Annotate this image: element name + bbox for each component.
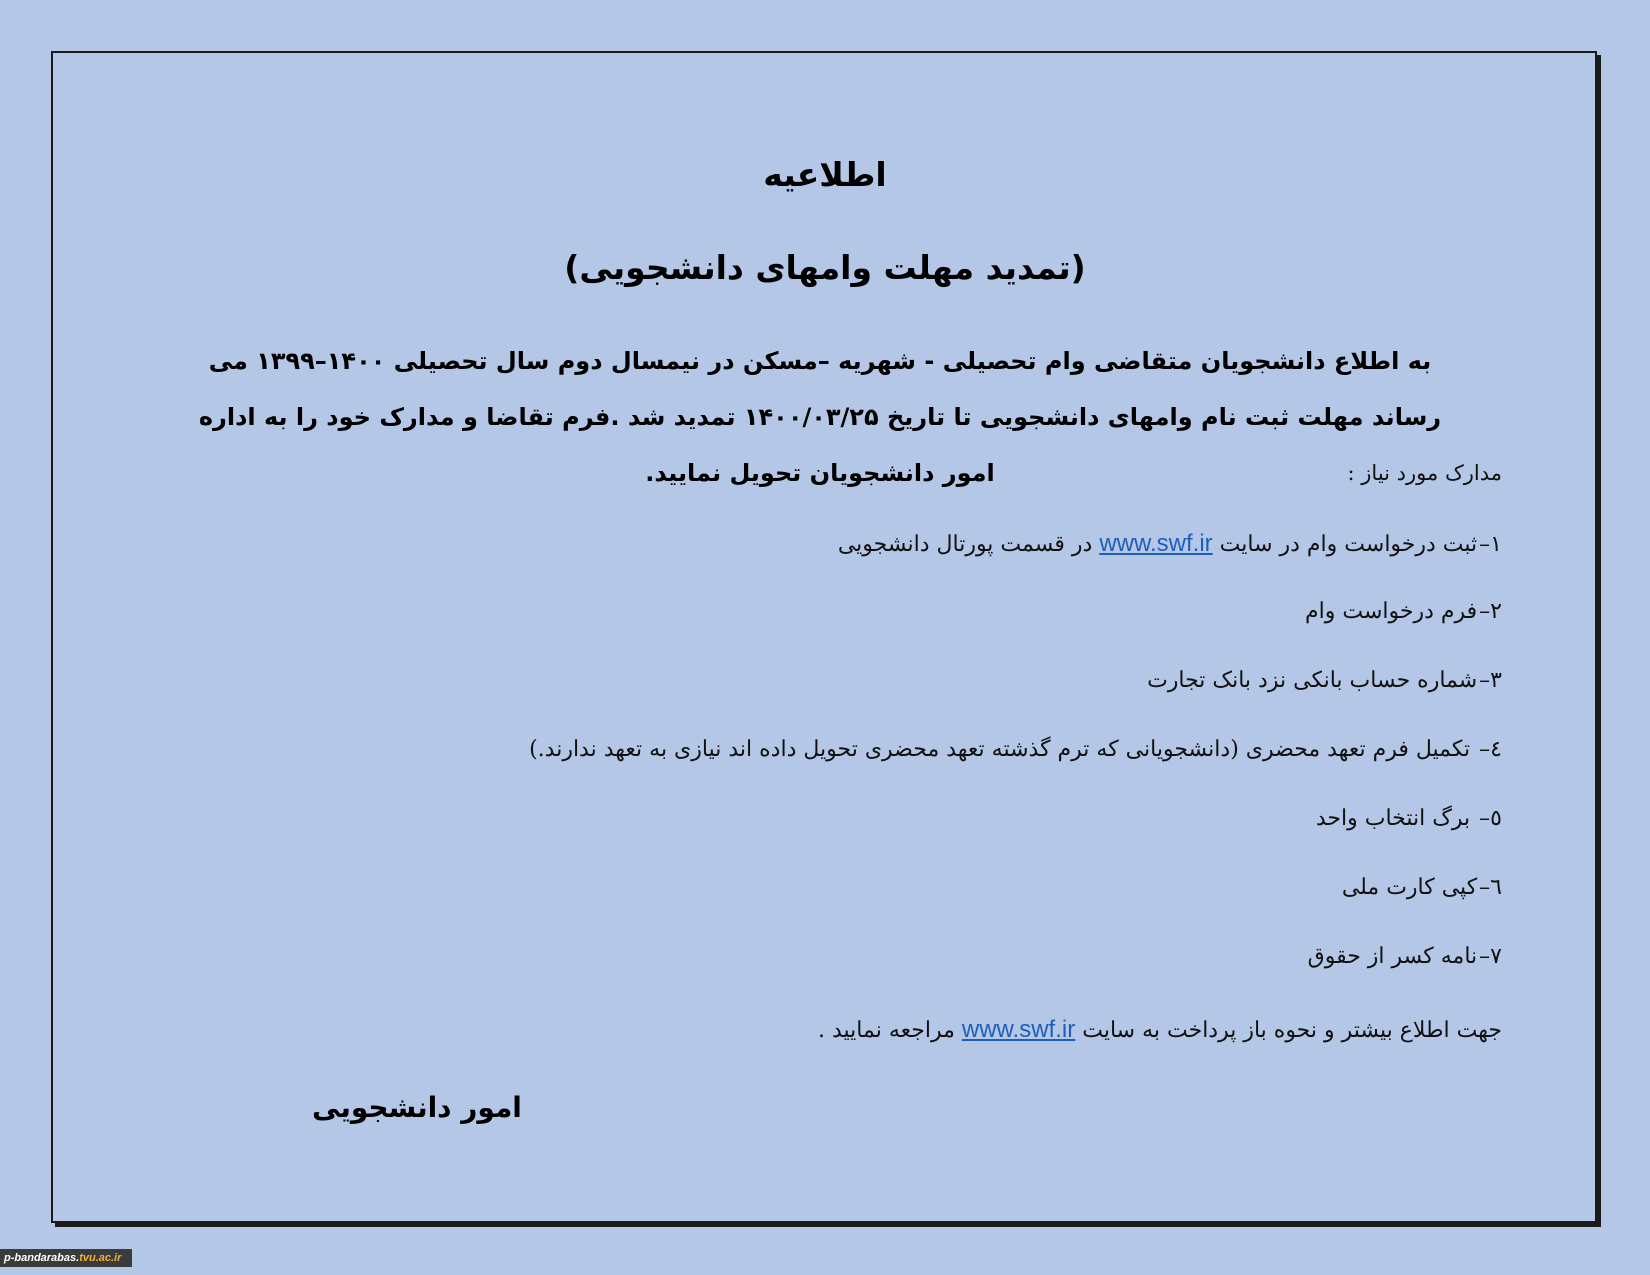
document-item-text: کپی کارت ملی [1341,875,1478,900]
document-item-2 [402,599,1502,668]
watermark-accent: tvu.ac.ir [79,1252,122,1264]
required-documents-list [402,530,1502,1013]
document-item-number: ٤– [1479,737,1502,762]
document-item-number: ٣– [1479,668,1502,693]
more-info-text: مراجعه نمایید . [817,1018,955,1043]
document-item-5 [402,806,1502,875]
swf-website-link[interactable]: www.swf.ir [961,1016,1076,1043]
document-item-number: ٦– [1479,875,1502,900]
document-item-number: ٢– [1479,599,1502,624]
signature: امور دانشجویی [312,1091,522,1124]
document-item-text: ثبت درخواست وام در سایت [1219,532,1478,557]
watermark-prefix: p-bandarabas. [4,1252,80,1264]
document-item-4 [402,737,1502,806]
document-item-3 [402,668,1502,737]
document-item-text: نامه کسر از حقوق [1307,944,1478,969]
notice-subtitle: (تمدید مهلت وامهای دانشجویی) [564,248,1086,287]
document-item-number: ٧– [1479,944,1502,969]
document-item-6 [402,875,1502,944]
more-info-note [818,1016,1502,1044]
document-item-7 [402,944,1502,1013]
document-item-number: ١– [1479,532,1502,557]
swf-website-link[interactable]: www.swf.ir [1099,530,1213,557]
document-item-text: در قسمت پورتال دانشجویی [837,532,1093,557]
more-info-text: جهت اطلاع بیشتر و نحوه باز پرداخت به سایت [1082,1018,1502,1043]
document-item-text: تکمیل فرم تعهد محضری (دانشجویانی که ترم گذشته تعهد محضری تحویل داده اند نیازی به تعهد ندارند.) [529,737,1471,762]
document-item-text: فرم درخواست وام [1305,599,1478,624]
site-watermark [0,1249,132,1267]
document-item-1 [402,530,1502,599]
document-item-text: شماره حساب بانکی نزد بانک تجارت [1147,668,1478,693]
document-item-text: برگ انتخاب واحد [1315,806,1471,831]
notice-intro: به اطلاع دانشجویان متقاضی وام تحصیلی - شهریه –مسکن در نیمسال دوم سال تحصیلی ۱۴۰۰–۱۳۹۹ می رساند مهلت ثبت نام وامهای دانشجویی تا تاریخ ۱۴۰۰/۰۳/۲۵ تمدید شد .فرم تقاضا و مدارک خود را به اداره امور دانشجویان تحویل نمایید. [198,347,1442,487]
notice-title: اطلاعیه [763,155,887,194]
document-item-number: ٥– [1479,806,1502,831]
required-documents-heading: مدارک مورد نیاز : [1347,461,1502,485]
